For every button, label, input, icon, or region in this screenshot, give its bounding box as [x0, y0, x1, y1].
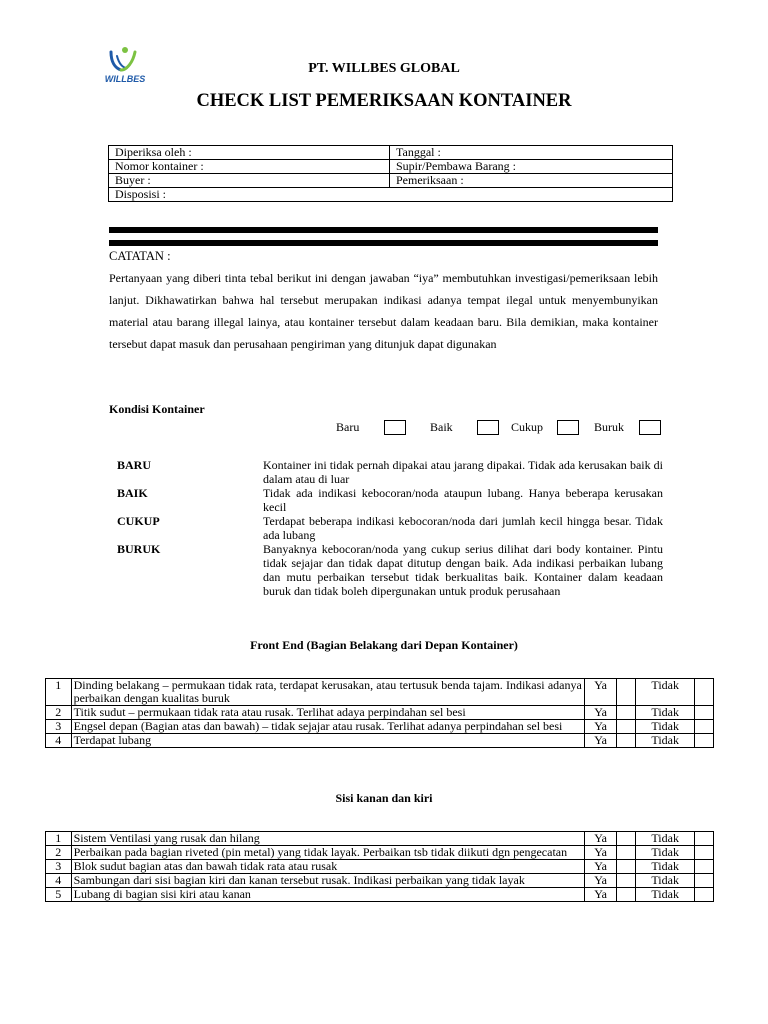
- row-number: 3: [46, 720, 72, 734]
- pemeriksaan-field[interactable]: Pemeriksaan :: [390, 174, 673, 188]
- row-question: Engsel depan (Bagian atas dan bawah) – tidak sejajar atau rusak. Terlihat adanya perpindahan sel besi: [71, 720, 584, 734]
- row-question: Blok sudut bagian atas dan bawah tidak rata atau rusak: [71, 860, 584, 874]
- ya-label: Ya: [584, 888, 617, 902]
- page-title: CHECK LIST PEMERIKSAAN KONTAINER: [196, 91, 572, 111]
- definition-text: Tidak ada indikasi kebocoran/noda ataupun lubang. Hanya beberapa kerusakan kecil: [263, 486, 663, 514]
- row-question: Sambungan dari sisi bagian kiri dan kanan tersebut rusak. Indikasi perbaikan yang tidak layak: [71, 874, 584, 888]
- definition-text: Terdapat beberapa indikasi kebocoran/noda dari jumlah kecil hingga besar. Tidak ada lubang: [263, 514, 663, 542]
- divider-bar: [109, 240, 658, 246]
- row-number: 1: [46, 832, 72, 846]
- definition-text: Banyaknya kebocoran/noda yang cukup serius dilihat dari body kontainer. Pintu tidak sejajar dan tidak dapat ditutup dengan baik. Ada indikasi perbaikan lubang dan mutu perbaikan tersebut tidak berkualitas baik. Kontainer dalam keadaan buruk dan tidak boleh dipergunakan untuk produk perusahaan: [263, 542, 663, 598]
- row-question: Lubang di bagian sisi kiri atau kanan: [71, 888, 584, 902]
- row-number: 2: [46, 706, 72, 720]
- tidak-checkbox[interactable]: [695, 874, 714, 888]
- row-number: 2: [46, 846, 72, 860]
- nomor-kontainer-field[interactable]: Nomor kontainer :: [109, 160, 390, 174]
- sisi-heading: Sisi kanan dan kiri: [335, 791, 433, 805]
- table-row: [46, 720, 714, 734]
- ya-checkbox[interactable]: [617, 860, 636, 874]
- tanggal-field[interactable]: Tanggal :: [390, 146, 673, 160]
- kondisi-heading: Kondisi Kontainer: [109, 402, 205, 416]
- option-cukup-label: Cukup: [511, 420, 544, 434]
- tidak-label: Tidak: [636, 874, 695, 888]
- divider-bar: [109, 227, 658, 233]
- tidak-checkbox[interactable]: [695, 720, 714, 734]
- table-row: [46, 679, 714, 706]
- company-name: PT. WILLBES GLOBAL: [308, 61, 460, 76]
- front-end-heading: Front End (Bagian Belakang dari Depan Kontainer): [250, 638, 518, 652]
- diperiksa-field[interactable]: Diperiksa oleh :: [109, 146, 390, 160]
- ya-checkbox[interactable]: [617, 720, 636, 734]
- table-row: [46, 734, 714, 748]
- row-number: 3: [46, 860, 72, 874]
- ya-label: Ya: [584, 734, 617, 748]
- logo-text: WILLBES: [104, 74, 146, 84]
- table-row: [46, 832, 714, 846]
- row-question: Perbaikan pada bagian riveted (pin metal) yang tidak layak. Perbaikan tsb tidak diikuti dgn pengecatan: [71, 846, 584, 860]
- ya-checkbox[interactable]: [617, 706, 636, 720]
- info-row: [109, 160, 673, 174]
- ya-checkbox[interactable]: [617, 832, 636, 846]
- option-baru-label: Baru: [336, 420, 360, 434]
- tidak-label: Tidak: [636, 706, 695, 720]
- table-row: [46, 874, 714, 888]
- definition-text: Kontainer ini tidak pernah dipakai atau jarang dipakai. Tidak ada kerusakan baik di dalam atau di luar: [263, 458, 663, 486]
- disposisi-field[interactable]: Disposisi :: [109, 188, 673, 202]
- info-table: [108, 145, 673, 202]
- definition-term: BARU: [117, 458, 152, 472]
- table-row: [46, 846, 714, 860]
- row-question: Dinding belakang – permukaan tidak rata, terdapat kerusakan, atau tertusuk benda tajam. Indikasi adanya perbaikan dengan kualitas buruk: [71, 679, 584, 706]
- ya-label: Ya: [584, 706, 617, 720]
- row-question: Terdapat lubang: [71, 734, 584, 748]
- option-baik-checkbox[interactable]: [477, 420, 499, 435]
- row-question: Titik sudut – permukaan tidak rata atau rusak. Terlihat adaya perpindahan sel besi: [71, 706, 584, 720]
- row-number: 4: [46, 874, 72, 888]
- ya-label: Ya: [584, 720, 617, 734]
- ya-checkbox[interactable]: [617, 888, 636, 902]
- tidak-checkbox[interactable]: [695, 888, 714, 902]
- ya-checkbox[interactable]: [617, 846, 636, 860]
- option-baru-checkbox[interactable]: [384, 420, 406, 435]
- catatan-heading: CATATAN :: [109, 249, 171, 263]
- supir-field[interactable]: Supir/Pembawa Barang :: [390, 160, 673, 174]
- option-buruk-checkbox[interactable]: [639, 420, 661, 435]
- option-cukup-checkbox[interactable]: [557, 420, 579, 435]
- option-baik-label: Baik: [430, 420, 453, 434]
- info-row: [109, 174, 673, 188]
- front-end-table: [45, 678, 714, 748]
- tidak-label: Tidak: [636, 734, 695, 748]
- row-number: 1: [46, 679, 72, 706]
- table-row: [46, 860, 714, 874]
- ya-label: Ya: [584, 832, 617, 846]
- tidak-label: Tidak: [636, 679, 695, 706]
- tidak-checkbox[interactable]: [695, 706, 714, 720]
- row-question: Sistem Ventilasi yang rusak dan hilang: [71, 832, 584, 846]
- ya-label: Ya: [584, 860, 617, 874]
- ya-checkbox[interactable]: [617, 874, 636, 888]
- row-number: 5: [46, 888, 72, 902]
- ya-checkbox[interactable]: [617, 734, 636, 748]
- ya-label: Ya: [584, 874, 617, 888]
- ya-label: Ya: [584, 846, 617, 860]
- sisi-table: [45, 831, 714, 902]
- ya-label: Ya: [584, 679, 617, 706]
- option-buruk-label: Buruk: [594, 420, 624, 434]
- tidak-checkbox[interactable]: [695, 846, 714, 860]
- tidak-label: Tidak: [636, 888, 695, 902]
- tidak-label: Tidak: [636, 720, 695, 734]
- info-row: [109, 146, 673, 160]
- tidak-label: Tidak: [636, 832, 695, 846]
- definition-term: BAIK: [117, 486, 148, 500]
- tidak-checkbox[interactable]: [695, 679, 714, 706]
- tidak-checkbox[interactable]: [695, 860, 714, 874]
- tidak-checkbox[interactable]: [695, 734, 714, 748]
- definition-term: BURUK: [117, 542, 161, 556]
- definition-term: CUKUP: [117, 514, 160, 528]
- table-row: [46, 888, 714, 902]
- info-row: [109, 188, 673, 202]
- table-row: [46, 706, 714, 720]
- ya-checkbox[interactable]: [617, 679, 636, 706]
- tidak-label: Tidak: [636, 860, 695, 874]
- tidak-checkbox[interactable]: [695, 832, 714, 846]
- row-number: 4: [46, 734, 72, 748]
- catatan-text: Pertanyaan yang diberi tinta tebal berikut ini dengan jawaban “iya” membutuhkan investigasi/pemeriksaan lebih lanjut. Dikhawatirkan bahwa hal tersebut merupakan indikasi adanya tempat ilegal untuk menyembunyikan material atau barang illegal lainya, atau kontainer tersebut dalam keadaan baru. Bila demikian, maka kontainer tersebut dapat masuk dan perusahaan pengiriman yang ditunjuk dapat digunakan: [109, 271, 658, 351]
- tidak-label: Tidak: [636, 846, 695, 860]
- buyer-field[interactable]: Buyer :: [109, 174, 390, 188]
